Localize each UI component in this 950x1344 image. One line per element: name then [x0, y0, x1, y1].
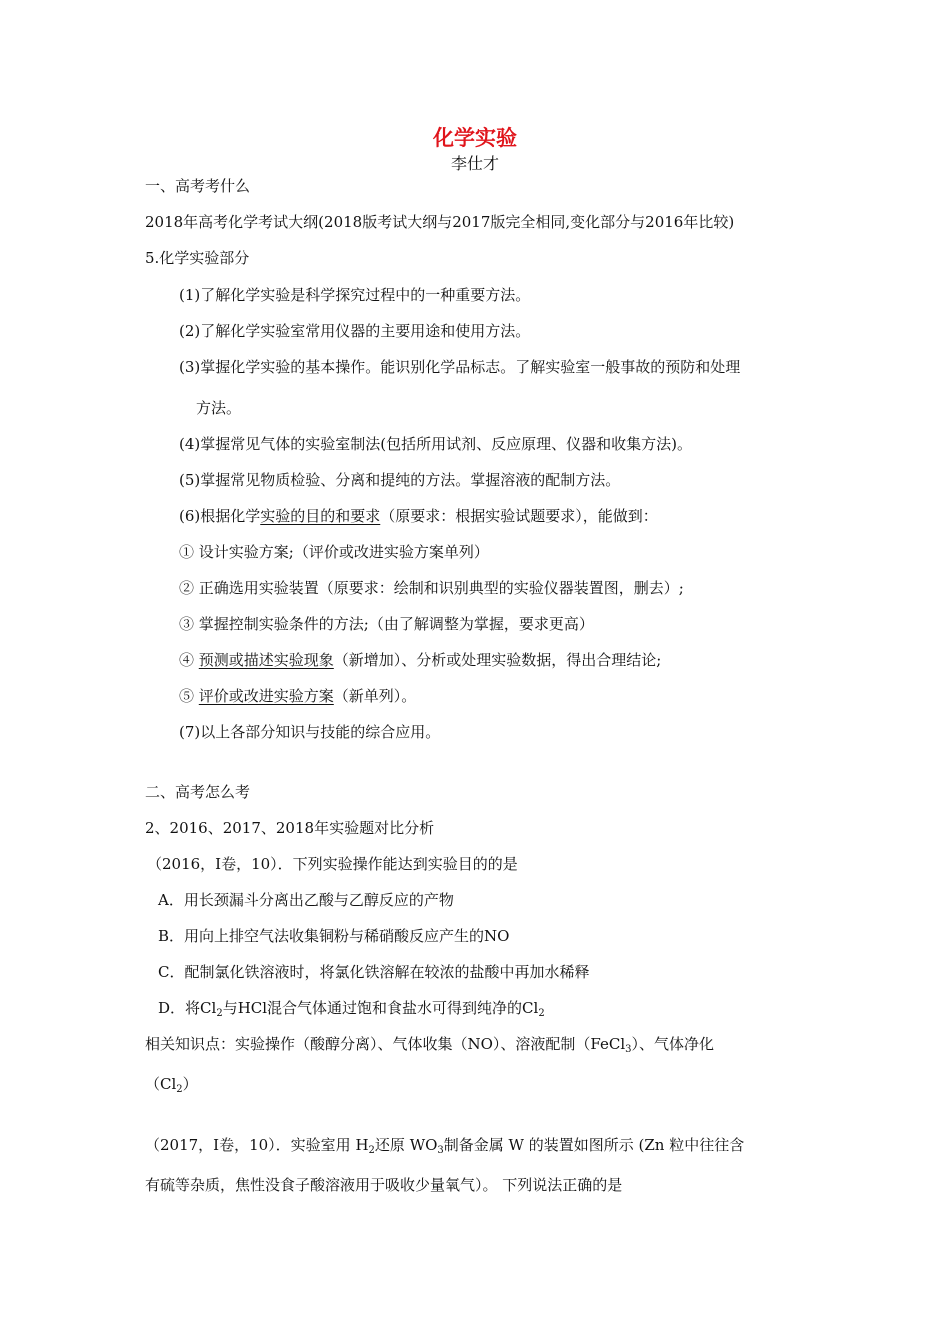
- requirement-5: (5)掌握常见物质检验、分离和提纯的方法。掌握溶液的配制方法。: [179, 471, 621, 489]
- option-d-part-1: D．将Cl: [158, 999, 217, 1017]
- knowledge-points-subscript: 3: [625, 1044, 632, 1055]
- knowledge-points-2-suffix: ）: [182, 1075, 198, 1093]
- option-d-part-2: 与HCl混合气体通过饱和食盐水可得到纯净的Cl: [222, 999, 539, 1017]
- question-2016-option-c: C．配制氯化铁溶液时，将氯化铁溶解在较浓的盐酸中再加水稀释: [158, 963, 590, 981]
- capability-1: ① 设计实验方案;（评价或改进实验方案单列）: [179, 543, 489, 561]
- requirement-6: [179, 505, 658, 527]
- option-d-subscript-1: 2: [216, 1008, 223, 1019]
- requirement-6-suffix: （原要求：根据实验试题要求），能做到：: [380, 507, 658, 525]
- question-2016-option-a: A．用长颈漏斗分离出乙酸与乙醇反应的产物: [158, 891, 454, 909]
- q2017-subscript-2: 3: [437, 1145, 444, 1156]
- option-d-subscript-2: 2: [538, 1008, 545, 1019]
- capability-3: ③ 掌握控制实验条件的方法;（由了解调整为掌握，要求更高）: [179, 615, 594, 633]
- question-2016-option-d: [158, 997, 545, 1019]
- q2017-subscript-1: 2: [368, 1145, 375, 1156]
- section-2-heading: 二、高考怎么考: [145, 783, 251, 801]
- capability-4-underlined: 预测或描述实验现象: [198, 651, 334, 669]
- requirement-2: (2)了解化学实验室常用仪器的主要用途和使用方法。: [179, 322, 531, 340]
- q2017-part-2: 还原 WO: [374, 1136, 438, 1154]
- knowledge-points-2-subscript: 2: [176, 1084, 183, 1095]
- requirement-3: (3)掌握化学实验的基本操作。能识别化学品标志。了解实验室一般事故的预防和处理: [179, 358, 741, 376]
- capability-2: ② 正确选用实验装置（原要求：绘制和识别典型的实验仪器装置图，删去）;: [179, 579, 684, 597]
- knowledge-points-line-1: [145, 1033, 714, 1055]
- requirement-6-underlined: 实验的目的和要求: [260, 507, 381, 525]
- capability-4-marker: ④: [179, 651, 199, 669]
- knowledge-points-text: 相关知识点：实验操作（酸醇分离）、气体收集（NO）、溶液配制（FeCl: [145, 1035, 626, 1053]
- knowledge-points-suffix: ）、气体净化: [631, 1035, 715, 1053]
- question-2017-line-1: [145, 1134, 744, 1156]
- document-author: 李仕才: [450, 154, 499, 173]
- knowledge-points-2-text: （Cl: [145, 1075, 177, 1093]
- knowledge-points-line-2: [145, 1073, 198, 1095]
- part-heading: 5.化学实验部分: [145, 249, 250, 267]
- capability-5-suffix: （新单列）。: [333, 687, 417, 705]
- capability-5-marker: ⑤: [179, 687, 199, 705]
- q2017-part-1: （2017，Ⅰ卷，10）．实验室用 H: [145, 1136, 369, 1154]
- requirement-7: (7)以上各部分知识与技能的综合应用。: [179, 723, 441, 741]
- question-2016-option-b: B．用向上排空气法收集铜粉与稀硝酸反应产生的NO: [158, 927, 510, 945]
- requirement-4: (4)掌握常见气体的实验室制法(包括所用试剂、反应原理、仪器和收集方法)。: [179, 435, 692, 453]
- q2017-part-3: 制备金属 W 的装置如图所示 (Zn 粒中往往含: [443, 1136, 745, 1154]
- requirement-1: (1)了解化学实验是科学探究过程中的一种重要方法。: [179, 286, 531, 304]
- comparison-subheading: 2、2016、2017、2018年实验题对比分析: [145, 819, 435, 837]
- document-title: 化学实验: [433, 126, 517, 150]
- question-2016-stem: （2016，Ⅰ卷，10）．下列实验操作能达到实验目的的是: [147, 855, 518, 873]
- capability-4: [179, 649, 661, 671]
- requirement-3-continued: 方法。: [196, 399, 242, 417]
- capability-5: [179, 685, 416, 707]
- capability-5-underlined: 评价或改进实验方案: [198, 687, 334, 705]
- section-1-heading: 一、高考考什么: [145, 177, 251, 195]
- capability-4-suffix: （新增加）、分析或处理实验数据，得出合理结论;: [333, 651, 662, 669]
- requirement-6-prefix: (6)根据化学: [179, 507, 261, 525]
- exam-outline-line: 2018年高考化学考试大纲(2018版考试大纲与2017版完全相同,变化部分与2016年比较): [145, 213, 735, 231]
- question-2017-line-2: 有硫等杂质，焦性没食子酸溶液用于吸收少量氧气）。 下列说法正确的是: [145, 1176, 623, 1194]
